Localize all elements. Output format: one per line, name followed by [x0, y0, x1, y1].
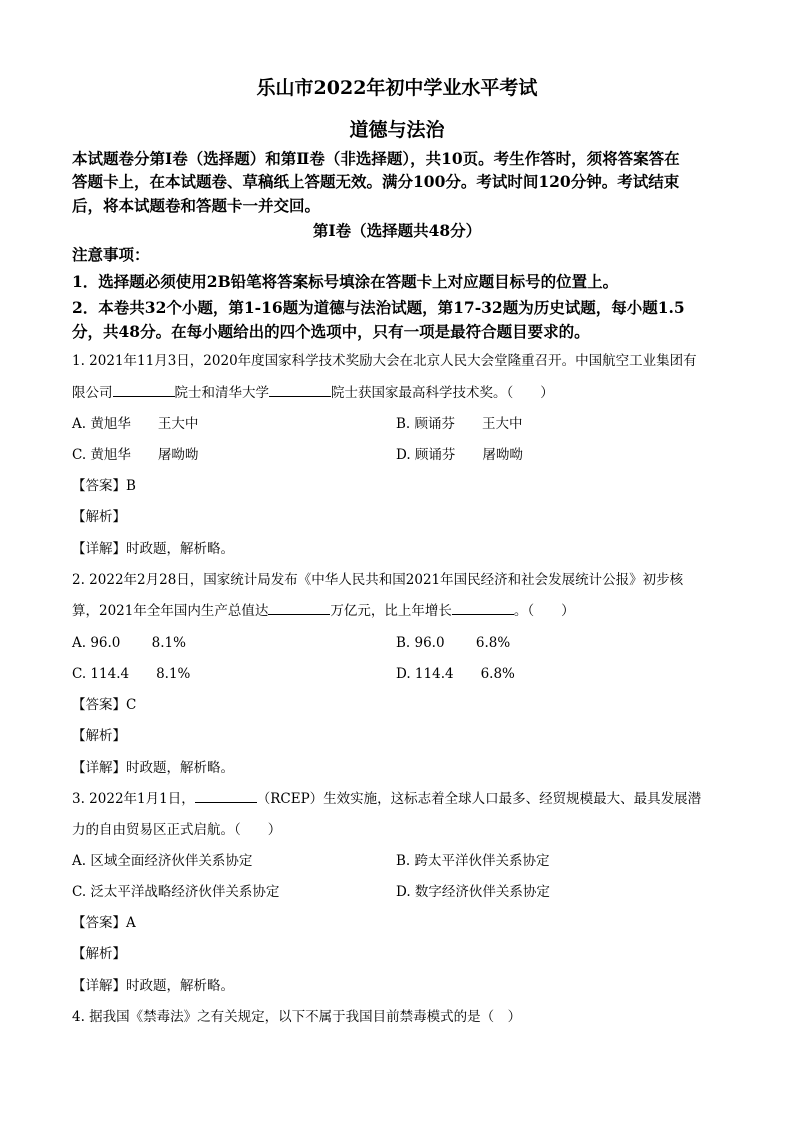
q2-text-c: 。（ ） [513, 603, 575, 619]
q1-text-b: 院士和清华大学 [174, 385, 269, 401]
q3-detail: 【详解】时政题，解析略。 [72, 978, 234, 994]
q1-option-d: D. 顾诵芬 屠呦呦 [396, 447, 523, 463]
q1-stem-line-2 [72, 381, 732, 401]
q2-option-a: A. 96.0 8.1% [72, 635, 186, 651]
q1-option-a: A. 黄旭华 王大中 [72, 416, 199, 432]
q1-blank-1 [113, 384, 175, 397]
q3-stem-line-2: 力的自由贸易区正式启航。（ ） [72, 822, 282, 838]
q3-blank-1 [195, 790, 257, 803]
q1-stem-line-1: 1. 2021年11月3日，2020年度国家科学技术奖励大会在北京人民大会堂隆重召开。中国航空工业集团有 [72, 353, 697, 369]
q2-stem-line-1: 2. 2022年2月28日，国家统计局发布《中华人民共和国2021年国民经济和社会发展统计公报》初步核 [72, 572, 684, 588]
q3-answer-label: 【答案】 [72, 915, 126, 931]
q2-answer-value: C [126, 697, 137, 713]
q1-answer-value: B [126, 478, 136, 494]
q1-answer-label: 【答案】 [72, 478, 126, 494]
q3-option-c: C. 泛太平洋战略经济伙伴关系协定 [72, 884, 280, 900]
q3-option-b: B. 跨太平洋伙伴关系协定 [396, 853, 550, 869]
intro-line-3: 后，将本试题卷和答题卡一并交回。 [72, 196, 321, 215]
note-2-line-1: 2．本卷共32个小题，第1-16题为道德与法治试题，第17-32题为历史试题，每小题1.5 [72, 298, 685, 317]
q2-stem-line-2 [72, 599, 732, 619]
q2-answer [72, 693, 732, 713]
q3-stem-line-1 [72, 787, 732, 807]
q3-option-d: D. 数字经济伙伴关系协定 [396, 884, 550, 900]
section-title: 第Ⅰ卷（选择题共48分） [312, 221, 482, 240]
q2-text-a: 算，2021年全年国内生产总值达 [72, 603, 269, 619]
q2-text-b: 万亿元，比上年增长 [330, 603, 452, 619]
q3-analysis-label: 【解析】 [72, 946, 126, 962]
note-1: 1．选择题必须使用2B铅笔将答案标号填涂在答题卡上对应题目标号的位置上。 [72, 272, 619, 291]
q3-option-a: A. 区域全面经济伙伴关系协定 [72, 853, 253, 869]
note-2-line-2: 分，共48分。在每小题给出的四个选项中，只有一项是最符合题目要求的。 [72, 322, 590, 341]
q1-analysis-label: 【解析】 [72, 509, 126, 525]
q3-answer-value: A [126, 915, 136, 931]
q1-answer [72, 474, 732, 494]
subject-title: 道德与法治 [349, 119, 445, 141]
q1-blank-2 [269, 384, 331, 397]
q2-answer-label: 【答案】 [72, 697, 126, 713]
q2-option-c: C. 114.4 8.1% [72, 666, 191, 682]
intro-line-1: 本试题卷分第Ⅰ卷（选择题）和第Ⅱ卷（非选择题），共10页。考生作答时，须将答案答在 [72, 149, 680, 168]
q1-detail: 【详解】时政题，解析略。 [72, 541, 234, 557]
exam-title: 乐山市2022年初中学业水平考试 [256, 77, 538, 99]
q4-stem-line-1: 4. 据我国《禁毒法》之有关规定，以下不属于我国目前禁毒模式的是（ ） [72, 1009, 522, 1025]
q1-text-c: 院士获国家最高科学技术奖。（ ） [331, 385, 554, 401]
intro-line-2: 答题卡上，在本试题卷、草稿纸上答题无效。满分100分。考试时间120分钟。考试结束 [72, 172, 680, 191]
q1-text-a: 限公司 [72, 385, 113, 401]
q2-analysis-label: 【解析】 [72, 728, 126, 744]
q1-option-c: C. 黄旭华 屠呦呦 [72, 447, 199, 463]
q2-option-d: D. 114.4 6.8% [396, 666, 515, 682]
q3-text-a: 3. 2022年1月1日， [72, 791, 195, 807]
notes-heading: 注意事项： [72, 245, 150, 264]
q3-answer [72, 911, 732, 931]
q2-detail: 【详解】时政题，解析略。 [72, 760, 234, 776]
q2-blank-1 [268, 602, 330, 615]
q3-text-b: （RCEP）生效实施，这标志着全球人口最多、经贸规模最大、最具发展潜 [256, 791, 702, 807]
q2-blank-2 [452, 602, 514, 615]
q1-option-b: B. 顾诵芬 王大中 [396, 416, 523, 432]
q2-option-b: B. 96.0 6.8% [396, 635, 511, 651]
